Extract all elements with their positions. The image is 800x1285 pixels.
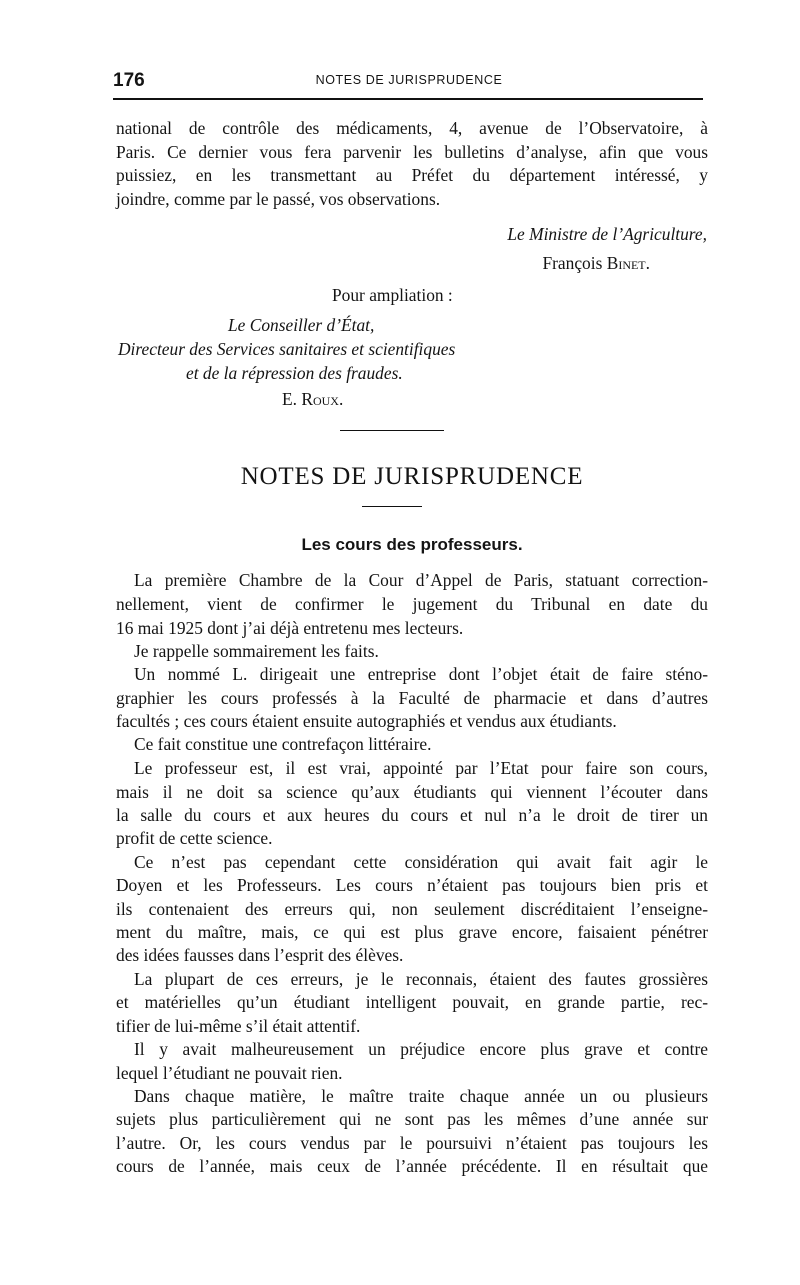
signature-last-name: Binet. xyxy=(606,253,650,273)
intro-line: national de contrôle des médicaments, 4, avenue de l’Observatoire, à xyxy=(116,118,708,138)
ampliation-title-2: Directeur des Services sanitaires et scientifiques xyxy=(118,339,456,359)
page-number: 176 xyxy=(113,70,145,91)
body-line: Un nommé L. dirigeait une entreprise dont l’objet était de faire sténo- xyxy=(134,664,708,684)
ampliation-initial: E. xyxy=(282,389,297,409)
signature-role: Le Ministre de l’Agriculture, xyxy=(507,224,707,244)
ampliation-intro: Pour ampliation : xyxy=(332,285,453,305)
body-line: nellement, vient de confirmer le jugement du Tribunal en date du xyxy=(116,594,708,614)
body-line: La première Chambre de la Cour d’Appel de Paris, statuant correction- xyxy=(134,570,708,590)
article-subtitle: Les cours des professeurs. xyxy=(301,535,523,554)
body-line: 16 mai 1925 dont j’ai déjà entretenu mes lecteurs. xyxy=(116,618,464,638)
body-line: facultés ; ces cours étaient ensuite autographiés et vendus aux étudiants. xyxy=(116,711,617,731)
ampliation-name: Roux. xyxy=(301,389,344,409)
page-header xyxy=(113,70,705,92)
body-line: cours de l’année, mais ceux de l’année précédente. Il en résultait que xyxy=(116,1156,708,1176)
body-line: la salle du cours et aux heures du cours et nul n’a le droit de tirer un xyxy=(116,805,708,825)
signature-name xyxy=(542,251,650,275)
intro-line: puissiez, en les transmettant au Préfet du département intéressé, y xyxy=(116,165,708,185)
ampliation-title-1: Le Conseiller d’État, xyxy=(228,315,375,335)
body-line: La plupart de ces erreurs, je le reconnais, étaient des fautes grossières xyxy=(134,969,708,989)
body-line: l’autre. Or, les cours vendus par le poursuivi n’étaient pas toujours les xyxy=(116,1133,708,1153)
body-line: mais il ne doit sa science qu’aux étudiants qui viennent l’écouter dans xyxy=(116,782,708,802)
body-line: Dans chaque matière, le maître traite chaque année un ou plusieurs xyxy=(134,1086,708,1106)
body-line: des idées fausses dans l’esprit des élèves. xyxy=(116,945,404,965)
ampliation-signature xyxy=(282,387,343,411)
body-line: graphier les cours professés à la Faculté de pharmacie et dans d’autres xyxy=(116,688,708,708)
body-line: Doyen et les Professeurs. Les cours n’étaient pas toujours bien pris et xyxy=(116,875,708,895)
signature-first-name: François xyxy=(542,253,603,273)
body-line: Il y avait malheureusement un préjudice encore plus grave et contre xyxy=(134,1039,708,1059)
body-line: lequel l’étudiant ne pouvait rien. xyxy=(116,1063,343,1083)
body-line: ment du maître, mais, ce qui est plus grave encore, faisaient pénétrer xyxy=(116,922,708,942)
ampliation-title-3: et de la répression des fraudes. xyxy=(186,363,403,383)
body-line: Ce n’est pas cependant cette considération qui avait fait agir le xyxy=(134,852,708,872)
body-line: sujets plus particulièrement qui ne sont pas les mêmes d’une année sur xyxy=(116,1109,708,1129)
body-line: Je rappelle sommairement les faits. xyxy=(134,641,379,661)
intro-line: joindre, comme par le passé, vos observations. xyxy=(116,189,441,209)
body-line: Le professeur est, il est vrai, appointé par l’Etat pour faire son cours, xyxy=(134,758,708,778)
section-rule-top xyxy=(340,430,444,431)
body-line: profit de cette science. xyxy=(116,828,273,848)
body-line: et matérielles qu’un étudiant intelligent pouvait, en grande partie, rec- xyxy=(116,992,708,1012)
body-line: Ce fait constitue une contrefaçon littéraire. xyxy=(134,734,432,754)
running-title: NOTES DE JURISPRUDENCE xyxy=(315,73,503,87)
body-line: ils contenaient des erreurs qui, non seulement discréditaient l’enseigne- xyxy=(116,899,708,919)
header-rule xyxy=(113,98,703,100)
intro-line: Paris. Ce dernier vous fera parvenir les bulletins d’analyse, afin que vous xyxy=(116,142,708,162)
section-rule-bottom xyxy=(362,506,422,507)
section-title: NOTES DE JURISPRUDENCE xyxy=(240,463,584,490)
body-line: tifier de lui-même s’il était attentif. xyxy=(116,1016,361,1036)
